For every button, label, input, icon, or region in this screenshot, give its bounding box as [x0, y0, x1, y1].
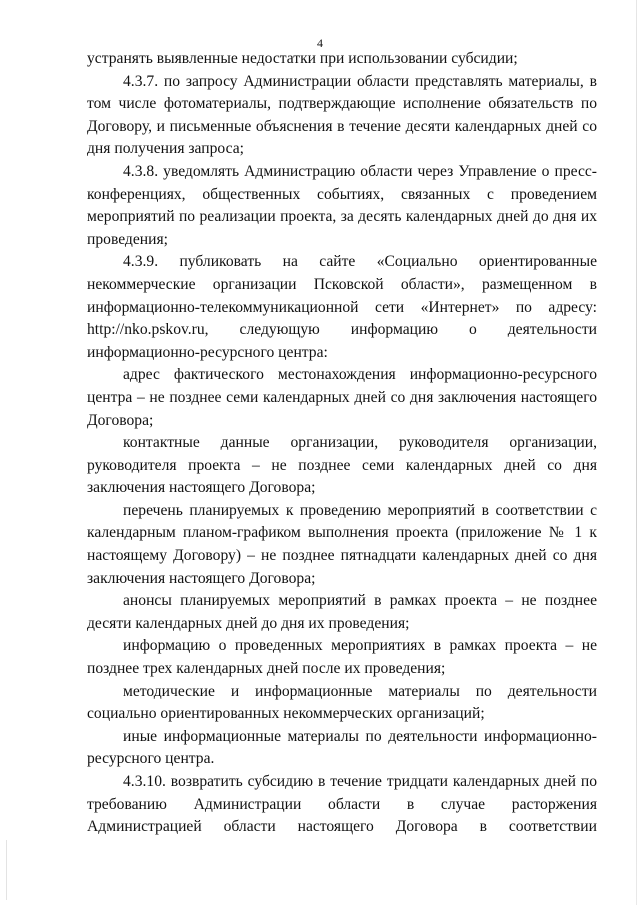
list-item-held-events: информацию о проведенных мероприятиях в рамках проекта – не позднее трех календарных дней после их проведения; — [87, 637, 597, 678]
document-body — [87, 48, 597, 839]
list-item-event-list: перечень планируемых к проведению мероприятий в соответствии с календарным планом-графиком выполнения проекта (приложение № 1 к настоящему Договору) – не позднее пятнадцати календарных дней со дня заключения настоящего Договора; — [87, 501, 597, 587]
paragraph-subsidy-shortcomings: устранять выявленные недостатки при использовании субсидии; — [87, 50, 518, 67]
paragraph-4-3-8: 4.3.8. уведомлять Администрацию области через Управление о пресс-конференциях, общественных событиях, связанных с проведением мероприятий по реализации проекта, за десять календарных дней до дня их проведения; — [87, 162, 597, 248]
scan-edge-right — [636, 0, 637, 905]
page-number: 4 — [317, 36, 323, 50]
list-item-contacts: контактные данные организации, руководителя организации, руководителя проекта – не позднее семи календарных дней со дня заключения настоящего Договора; — [87, 434, 597, 497]
list-item-announcements: анонсы планируемых мероприятий в рамках проекта – не позднее десяти календарных дней до дня их проведения; — [87, 592, 597, 632]
scan-edge-left — [6, 840, 7, 900]
list-item-address: адрес фактического местонахождения информационно-ресурсного центра – не позднее семи календарных дней со дня заключения настоящего Договора; — [87, 366, 597, 429]
list-item-methodical-materials: методические и информационные материалы по деятельности социально ориентированных некоммерческих организаций; — [87, 682, 597, 723]
list-item-other-materials: иные информационные материалы по деятельности информационно-ресурсного центра. — [87, 727, 597, 768]
paragraph-4-3-10: 4.3.10. возвратить субсидию в течение тридцати календарных дней по требованию Администрации области в случае расторжения Администрацией области настоящего Договора в соответствии — [87, 773, 597, 836]
paragraph-4-3-9: 4.3.9. публиковать на сайте «Социально ориентированные некоммерческие организации Псковской области», размещенном в информационно-телекоммуникационной сети «Интернет» по адресу: http://nko.pskov.ru, следующую информацию о деятельности информационно-ресурсного центра: — [87, 253, 597, 361]
paragraph-4-3-7: 4.3.7. по запросу Администрации области представлять материалы, в том числе фотоматериалы, подтверждающие исполнение обязательств по Договору, и письменные объяснения в течение десяти календарных дней со дня получения запроса; — [87, 72, 597, 158]
